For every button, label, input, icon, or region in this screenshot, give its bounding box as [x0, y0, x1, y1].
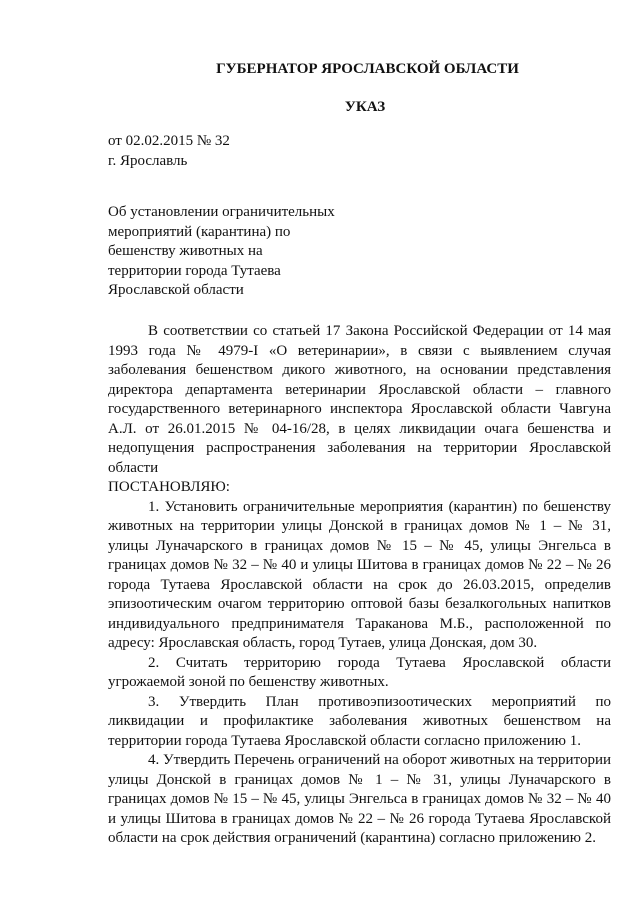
- item-paragraph: 4. Утвердить Перечень ограничений на оборот животных на территории улицы Донской в границах домов № 1 – № 31, улицы Луначарского в границах домов № 15 – № 45, улицы Энгельса в границах домов № 32 – № 40 и улицы Шитова в границах домов № 22 – № 26 города Тутаева Ярославской области на срок действия ограничений (карантина) согласно приложению 2.: [108, 752, 611, 846]
- subject-line: Об установлении ограничительных: [108, 204, 335, 220]
- item-paragraph: 3. Утвердить План противоэпизоотических мероприятий по ликвидации и профилактике заболевания живoтных бешенством на территории города Тутаева Ярославской области согласно приложению 1.: [108, 693, 611, 749]
- subject-block: [108, 203, 348, 301]
- subject-line: Ярославской области: [108, 282, 244, 298]
- authority-heading: ГУБЕРНАТОР ЯРОСЛАВСКОЙ ОБЛАСТИ: [216, 61, 519, 77]
- subject-line: мероприятий (карантина) по: [108, 223, 291, 240]
- city: г. Ярославль: [108, 152, 188, 169]
- item-paragraph: 1. Установить ограничительные мероприятия (карантин) по бешенству животных на территории улицы Донской в границах домов № 1 – № 31, улицы Луначарского в границах домов № 15 – № 45, улицы Энгельса в границах домов № 32 – № 40 и улицы Шитова в границах домов № 22 – № 26 города Тутаева Ярославской области на срок до 26.03.2015, определив эпизоотическим очагом территорию оптовой базы безалкогольных напитков индивидуального предпринимателя Тараканова М.Б., расположенной по адресу: Ярославская область, город Тутаев, улица Донская, дом 30.: [108, 498, 611, 651]
- item-paragraph: 2. Считать территорию города Тутаева Ярославской области угрожаемой зоной по бешенству животных.: [108, 654, 611, 690]
- subject-line: территории города Тутаева: [108, 262, 281, 279]
- subject-line: бешенству животных на: [108, 243, 263, 259]
- document-type-heading: УКАЗ: [344, 99, 386, 115]
- preamble-paragraph: В соответствии со статьей 17 Закона Российской Федерации от 14 мая 1993 года № 4979-I «О ветеринарии», в связи с выявлением случая заболевания бешенством дикого животного, на основании представления директора департамента ветеринарии Ярославской области – главного государственного ветеринарного инспектора Ярославской области Чавгуна А.Л. от 26.01.2015 № 04-16/28, в целях ликвидации очага бешенства и недопущения распространения заболевания на территории Ярославской области: [108, 323, 611, 476]
- resolve-heading: ПОСТАНОВЛЯЮ:: [108, 479, 230, 495]
- document-meta: [108, 132, 230, 171]
- document-body: [108, 322, 611, 849]
- date-number: от 02.02.2015 № 32: [108, 133, 230, 149]
